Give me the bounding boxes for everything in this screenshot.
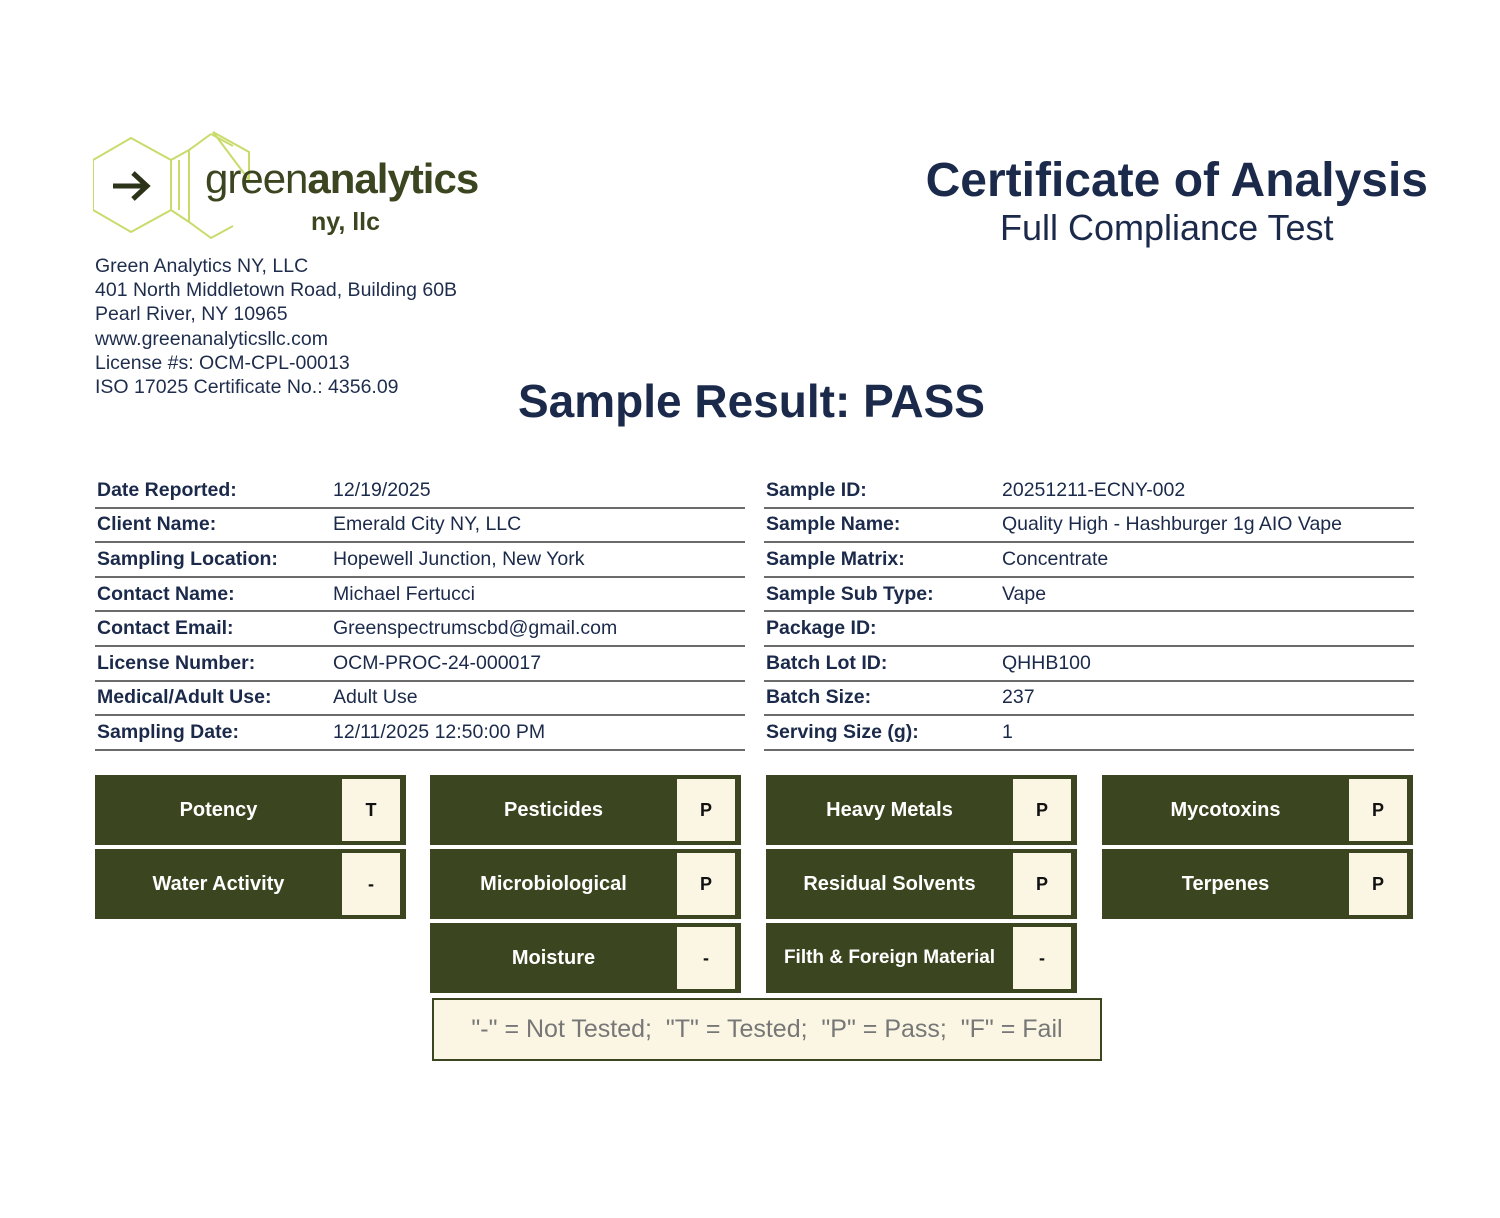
test-tile-residual-solvents — [766, 849, 1077, 919]
lab-name: Green Analytics NY, LLC — [95, 255, 309, 277]
document-title: Certificate of Analysis — [925, 154, 1428, 207]
info-value: QHHB100 — [1002, 651, 1091, 674]
lab-iso-certificate: ISO 17025 Certificate No.: 4356.09 — [95, 376, 399, 399]
test-status: - — [677, 927, 735, 989]
test-status: - — [342, 853, 400, 915]
info-label: Medical/Adult Use: — [97, 686, 272, 709]
sample-result: Sample Result: PASS — [518, 375, 985, 427]
test-status: P — [1013, 853, 1071, 915]
info-label: Contact Name: — [97, 582, 235, 605]
info-label: Date Reported: — [97, 478, 237, 501]
info-value: 1 — [1002, 720, 1013, 743]
info-label: Sample Sub Type: — [766, 582, 934, 605]
logo-wordmark — [205, 155, 479, 202]
info-row — [95, 509, 745, 544]
info-row — [764, 543, 1414, 578]
document-subtitle: Full Compliance Test — [1000, 207, 1334, 248]
info-row — [764, 682, 1414, 717]
info-value: Concentrate — [1002, 547, 1109, 570]
test-tile-moisture — [430, 923, 741, 993]
info-label: Serving Size (g): — [766, 720, 919, 743]
test-status: P — [677, 779, 735, 841]
info-row — [95, 474, 745, 509]
logo-word-analytics: analytics — [307, 155, 479, 202]
test-name: Water Activity — [152, 872, 285, 895]
info-label: Package ID: — [766, 617, 877, 640]
info-row — [95, 647, 745, 682]
test-tile-pesticides — [430, 775, 741, 845]
sample-info-right — [764, 474, 1414, 751]
info-row — [764, 612, 1414, 647]
sample-info-left — [95, 474, 745, 751]
info-label: License Number: — [97, 651, 256, 674]
info-row — [764, 716, 1414, 751]
info-label: Batch Size: — [766, 686, 872, 709]
info-row — [764, 474, 1414, 509]
info-value: Michael Fertucci — [333, 582, 475, 605]
test-name: Mycotoxins — [1170, 798, 1281, 821]
info-label: Batch Lot ID: — [766, 651, 888, 674]
test-status: - — [1013, 927, 1071, 989]
info-label: Sampling Location: — [97, 547, 278, 570]
lab-website: www.greenanalyticsllc.com — [95, 327, 329, 350]
test-tile-heavy-metals — [766, 775, 1077, 845]
status-legend: "-" = Not Tested; "T" = Tested; "P" = Pass; "F" = Fail — [432, 998, 1102, 1061]
test-name: Microbiological — [480, 872, 627, 895]
info-label: Sample Name: — [766, 513, 901, 536]
test-name: Pesticides — [504, 798, 603, 821]
test-status: P — [1013, 779, 1071, 841]
info-value: Hopewell Junction, New York — [333, 547, 585, 570]
info-row — [95, 578, 745, 613]
info-row — [764, 647, 1414, 682]
test-name: Moisture — [511, 946, 596, 969]
info-value: Emerald City NY, LLC — [333, 513, 522, 536]
info-row — [764, 509, 1414, 544]
test-name: Potency — [179, 798, 258, 821]
info-value: 20251211-ECNY-002 — [1002, 478, 1186, 501]
test-tile-terpenes — [1102, 849, 1413, 919]
info-label: Sample ID: — [766, 478, 867, 501]
info-row — [95, 612, 745, 647]
info-value: 237 — [1002, 686, 1035, 709]
info-value: Vape — [1002, 582, 1047, 605]
info-value: Greenspectrumscbd@gmail.com — [333, 617, 618, 640]
test-status: P — [1349, 853, 1407, 915]
info-value: Quality High - Hashburger 1g AIO Vape — [1002, 513, 1342, 536]
info-row — [764, 578, 1414, 613]
info-value: 12/19/2025 — [333, 478, 431, 501]
test-status: P — [1349, 779, 1407, 841]
info-label: Contact Email: — [97, 617, 234, 640]
logo-subtext: ny, llc — [311, 208, 381, 236]
info-row — [95, 682, 745, 717]
info-value: 12/11/2025 12:50:00 PM — [333, 720, 546, 743]
info-row — [95, 543, 745, 578]
info-label: Sample Matrix: — [766, 547, 905, 570]
test-name: Heavy Metals — [826, 798, 953, 821]
lab-address-block — [95, 254, 457, 399]
info-row — [95, 716, 745, 751]
logo-word-green: green — [205, 155, 308, 202]
lab-street: 401 North Middletown Road, Building 60B — [95, 279, 458, 302]
test-status: T — [342, 779, 400, 841]
test-name: Residual Solvents — [803, 872, 976, 895]
test-tile-mycotoxins — [1102, 775, 1413, 845]
test-name: Terpenes — [1181, 872, 1270, 895]
lab-license: License #s: OCM-CPL-00013 — [95, 351, 350, 374]
test-tile-potency — [95, 775, 406, 845]
info-value: Adult Use — [333, 686, 418, 709]
lab-city: Pearl River, NY 10965 — [95, 303, 288, 326]
test-name: Filth & Foreign Material — [783, 947, 996, 968]
info-value: OCM-PROC-24-000017 — [333, 651, 542, 674]
info-label: Sampling Date: — [97, 720, 239, 743]
test-status: P — [677, 853, 735, 915]
test-tile-water-activity — [95, 849, 406, 919]
test-tile-microbiological — [430, 849, 741, 919]
test-tile-filth-foreign-material — [766, 923, 1077, 993]
info-label: Client Name: — [97, 513, 217, 536]
